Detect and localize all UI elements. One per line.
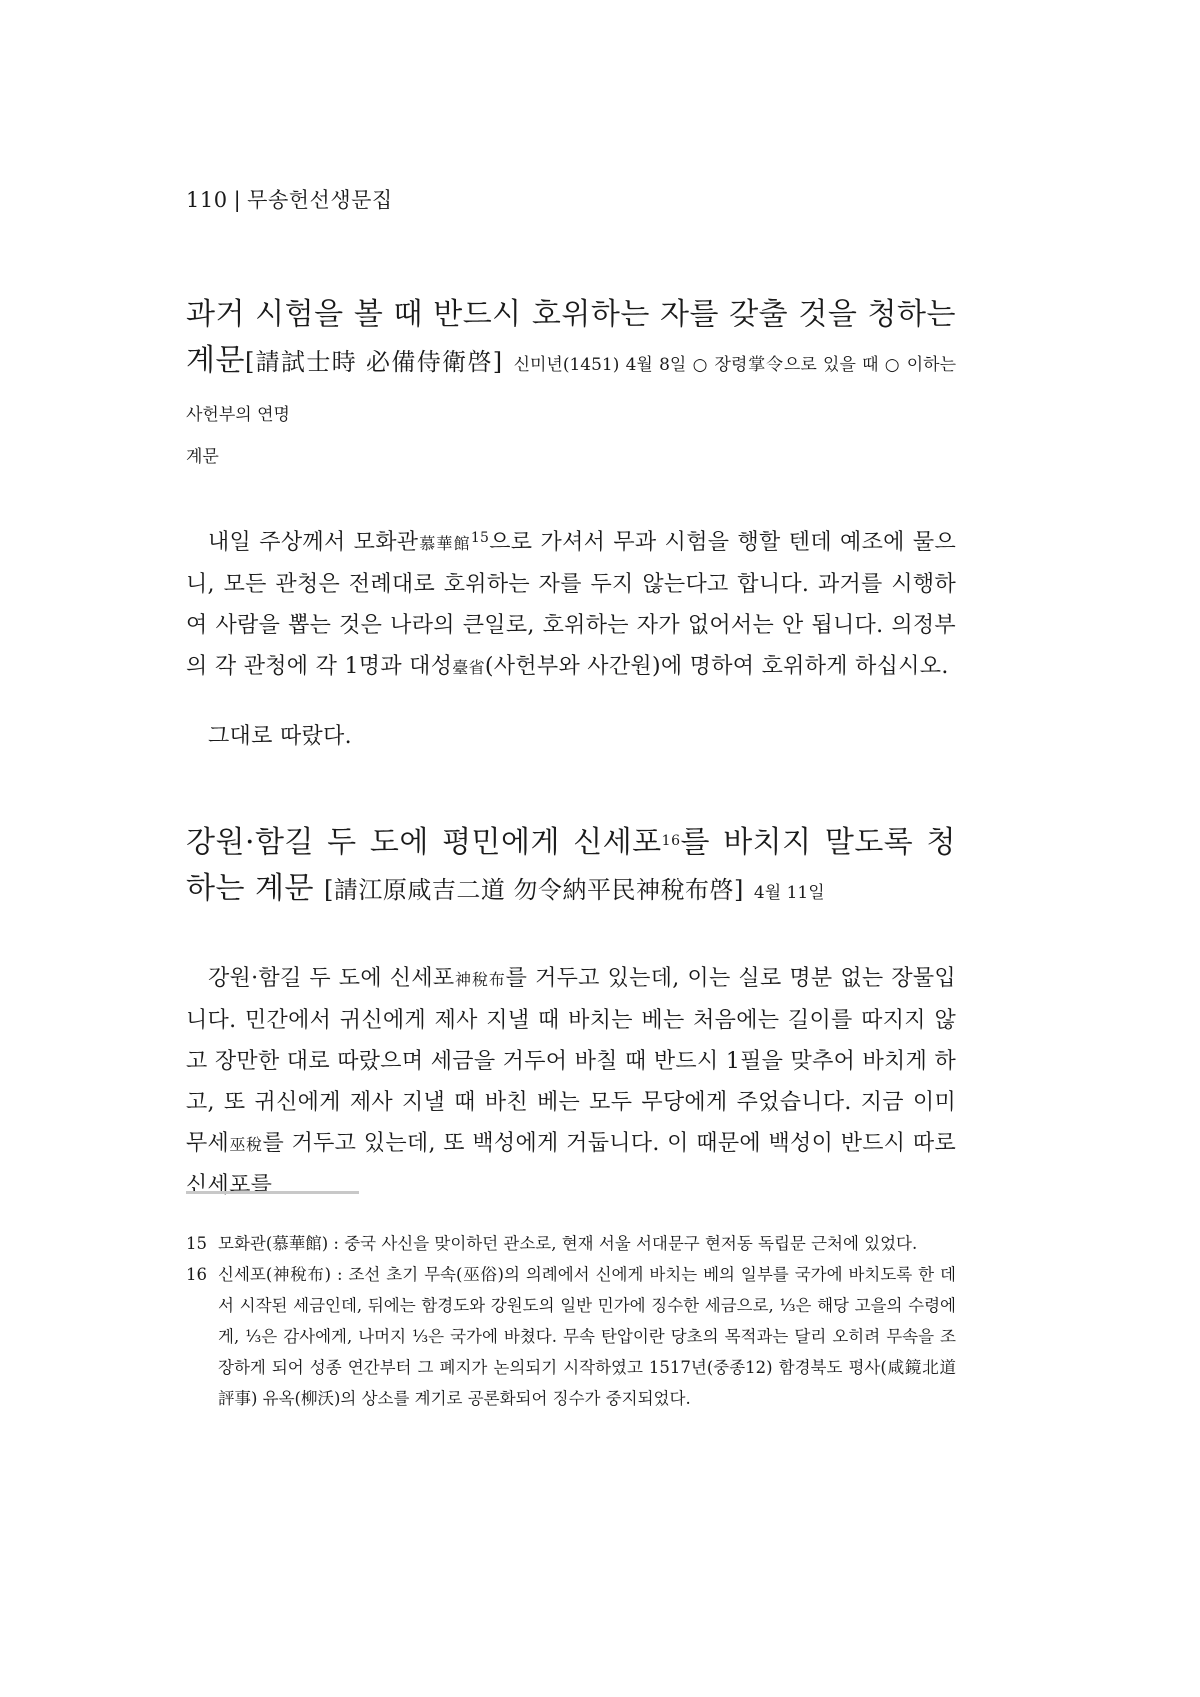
running-head	[186, 184, 393, 214]
footnote-divider	[186, 1191, 359, 1194]
page-number: 110	[186, 188, 228, 212]
section-2-meta: 4월 11일	[753, 883, 825, 903]
footnotes	[186, 1228, 956, 1414]
hanja-gloss: 巫稅	[229, 1135, 263, 1154]
footnote-16	[186, 1259, 956, 1414]
footnote-ref-15: 15	[470, 530, 490, 546]
book-title: 무송헌선생문집	[247, 188, 393, 212]
section-2	[186, 820, 956, 1206]
hanja-gloss: 神稅布	[454, 970, 506, 989]
footnote-text: 신세포(神稅布) : 조선 초기 무속(巫俗)의 의례에서 신에게 바치는 베의 일부를 국가에 바치도록 한 데서 시작된 세금인데, 뒤에는 함경도와 강원도의 일반 민가에 징수한 세금으로, ⅓은 해당 고을의 수령에게, ⅓은 감사에게, 나머지 ⅓은 국가에 바쳤다. 무속 탄압이란 당초의 목적과는 달리 오히려 무속을 조장하게 되어 성종 연간부터 그 폐지가 논의되기 시작하였고 1517년(중종12) 함경북도 평사(咸鏡北道評事) 유옥(柳沃)의 상소를 계기로 공론화되어 징수가 중지되었다.	[218, 1265, 956, 1408]
section-1-title-korean: 과거 시험을 볼 때 반드시 호위하는 자를 갖출 것을 청하는 계문	[186, 297, 956, 378]
text-run: 를 거두고 있는데, 이는 실로 명분 없는 장물입니다. 민간에서 귀신에게 제사 지낼 때 바치는 베는 처음에는 길이를 따지지 않고 장만한 대로 따랐으며 세금을 거두어 바칠 때 반드시 1필을 맞추어 바치게 하고, 또 귀신에게 제사 지낼 때 바친 베는 모두 무당에게 주었습니다. 지금 이미 무세	[186, 966, 956, 1156]
text-run: 내일 주상께서 모화관	[208, 530, 419, 555]
running-head-separator: |	[233, 188, 242, 212]
section-1-title	[186, 292, 956, 438]
section-1-paragraph-2: 그대로 따랐다.	[208, 724, 352, 749]
section-2-title-korean: 강원·함길 두 도에 평민에게 신세포	[186, 825, 662, 860]
text-run: 으로 가셔서 무과 시험을 행할 텐데 예조에 물으니, 모든 관청은 전례대로 호위하는 자를 두지 않는다고 합니다. 과거를 시행하여 사람을 뽑는 것은 나라의 큰일로, 호위하는 자가 없어서는 안 됩니다. 의정부의 각 관청에 각 1명과 대성	[186, 530, 957, 679]
section-2-title-hanja: [請江原咸吉二道 勿令納平民神稅布啓]	[324, 876, 744, 904]
footnote-number: 16	[186, 1265, 207, 1284]
hanja-gloss: 慕華館	[418, 534, 471, 553]
hanja-gloss: 臺省	[452, 658, 485, 677]
text-run: 를 거두고 있는데, 또 백성에게 거둡니다. 이 때문에 백성이 반드시 따로 신세포를	[186, 1131, 956, 1198]
text-run: 강원·함길 두 도에 신세포	[208, 966, 455, 991]
footnote-15	[186, 1228, 956, 1259]
footnote-number: 15	[186, 1234, 207, 1253]
section-1-title-hanja: [請試士時 必備侍衛啓]	[244, 348, 503, 376]
section-2-title	[186, 820, 956, 916]
section-1	[186, 292, 956, 757]
section-1-meta: 신미년(1451) 4월 8일 ○ 장령掌令으로 있을 때 ○ 이하는 사헌부의 연명	[186, 355, 956, 425]
section-2-title-korean-rest: 를 바치지 말도록 청하는 계문	[186, 825, 956, 906]
footnote-ref-16: 16	[661, 833, 681, 849]
section-1-paragraph-1	[186, 522, 956, 688]
text-run: (사헌부와 사간원)에 명하여 호위하게 하십시오.	[484, 654, 949, 679]
footnote-text: 모화관(慕華館) : 중국 사신을 맞이하던 관소로, 현재 서울 서대문구 현저동 독립문 근처에 있었다.	[218, 1234, 918, 1253]
section-2-paragraph-1	[186, 958, 956, 1206]
section-1-meta-tail: 계문	[186, 447, 219, 467]
